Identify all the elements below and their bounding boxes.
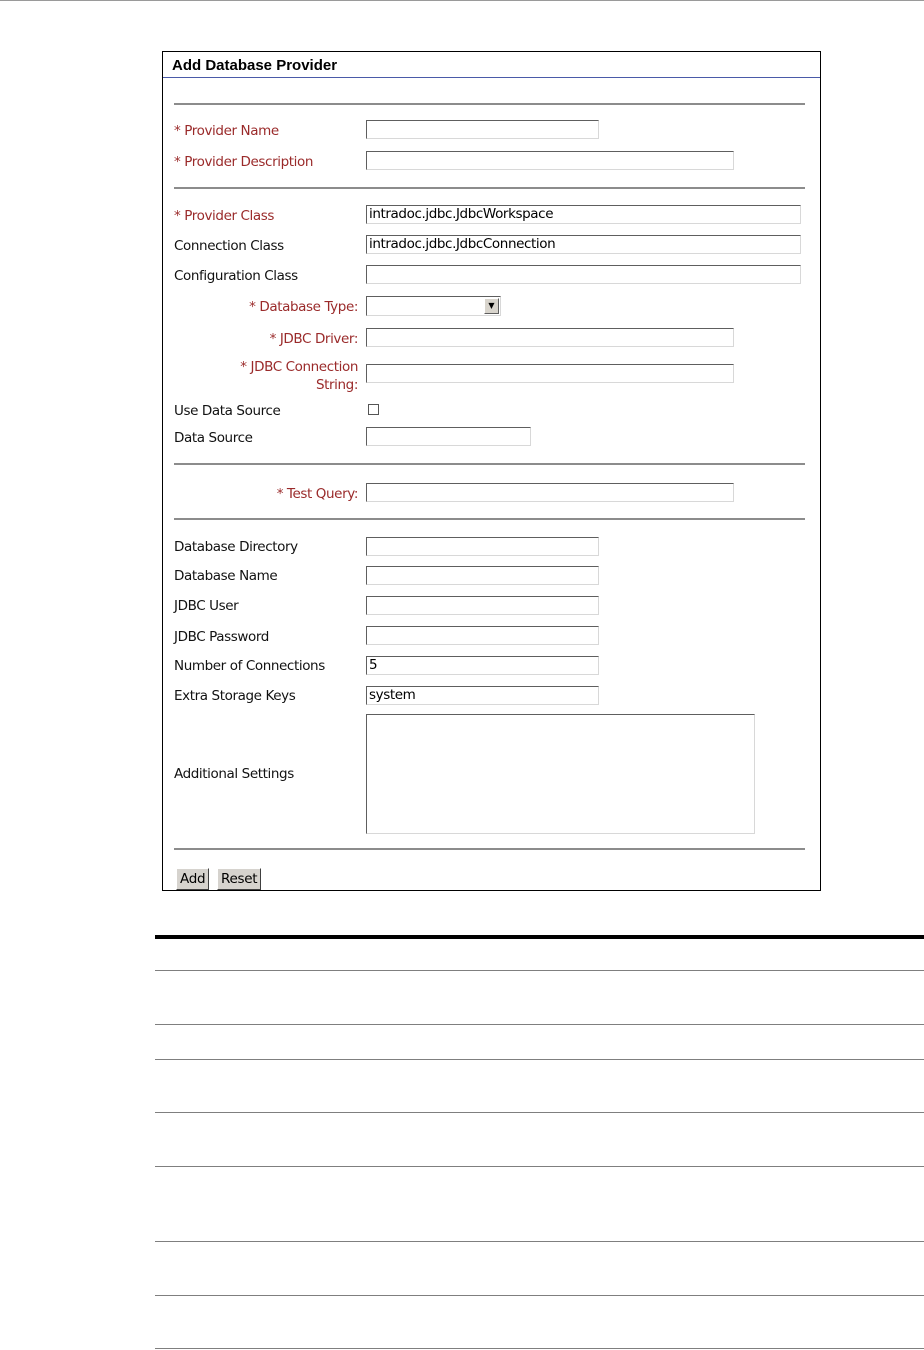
database-directory-label: Database Directory [174,539,298,555]
table-row-divider [155,970,924,971]
table-bottom-rule [155,1348,924,1349]
use-data-source-checkbox[interactable] [368,404,379,415]
provider-description-input[interactable] [366,151,734,170]
number-of-connections-input[interactable]: 5 [366,656,599,675]
table-row-divider [155,1059,924,1060]
jdbc-password-input[interactable] [366,626,599,645]
section-divider [174,187,805,189]
database-directory-input[interactable] [366,537,599,556]
use-data-source-label: Use Data Source [174,403,281,419]
section-divider [174,103,805,105]
table-top-rule [155,935,924,939]
section-divider [174,848,805,850]
database-type-select[interactable] [366,296,501,316]
jdbc-user-input[interactable] [366,596,599,615]
title-underline [163,77,820,78]
test-query-label: * Test Query: [276,486,358,502]
provider-class-input[interactable]: intradoc.jdbc.JdbcWorkspace [366,205,801,224]
chevron-down-icon[interactable]: ▼ [484,298,499,314]
configuration-class-label: Configuration Class [174,268,298,284]
extra-storage-keys-input[interactable]: system [366,686,599,705]
additional-settings-textarea[interactable] [366,714,755,834]
provider-name-input[interactable] [366,120,599,139]
provider-description-label: * Provider Description [174,154,314,170]
extra-storage-keys-label: Extra Storage Keys [174,688,296,704]
table-row-divider [155,1166,924,1167]
jdbc-connection-string-label-line2: String: [315,377,358,393]
panel-title: Add Database Provider [172,57,338,74]
provider-name-label: * Provider Name [174,123,279,139]
data-source-input[interactable] [366,427,531,446]
jdbc-user-label: JDBC User [174,598,239,614]
connection-class-label: Connection Class [174,238,284,254]
provider-class-label: * Provider Class [174,208,275,224]
configuration-class-input[interactable] [366,265,801,284]
jdbc-connection-string-input[interactable] [366,364,734,383]
connection-class-input[interactable]: intradoc.jdbc.JdbcConnection [366,235,801,254]
table-row-divider [155,1241,924,1242]
database-type-label: * Database Type: [249,299,358,315]
test-query-input[interactable] [366,483,734,502]
additional-settings-label: Additional Settings [174,766,294,782]
table-row-divider [155,1024,924,1025]
jdbc-driver-input[interactable] [366,328,734,347]
data-source-label: Data Source [174,430,253,446]
jdbc-connection-string-label-line1: * JDBC Connection [240,359,358,375]
jdbc-driver-label: * JDBC Driver: [269,331,358,347]
page-top-rule [0,0,924,1]
reset-button[interactable]: Reset [217,868,261,890]
section-divider [174,463,805,465]
database-name-label: Database Name [174,568,278,584]
jdbc-password-label: JDBC Password [174,629,269,645]
jdbc-connection-string-label [163,358,358,394]
table-row-divider [155,1112,924,1113]
database-name-input[interactable] [366,566,599,585]
section-divider [174,518,805,520]
table-row-divider [155,1295,924,1296]
number-of-connections-label: Number of Connections [174,658,325,674]
add-button[interactable]: Add [176,868,209,890]
add-database-provider-form [162,51,821,891]
